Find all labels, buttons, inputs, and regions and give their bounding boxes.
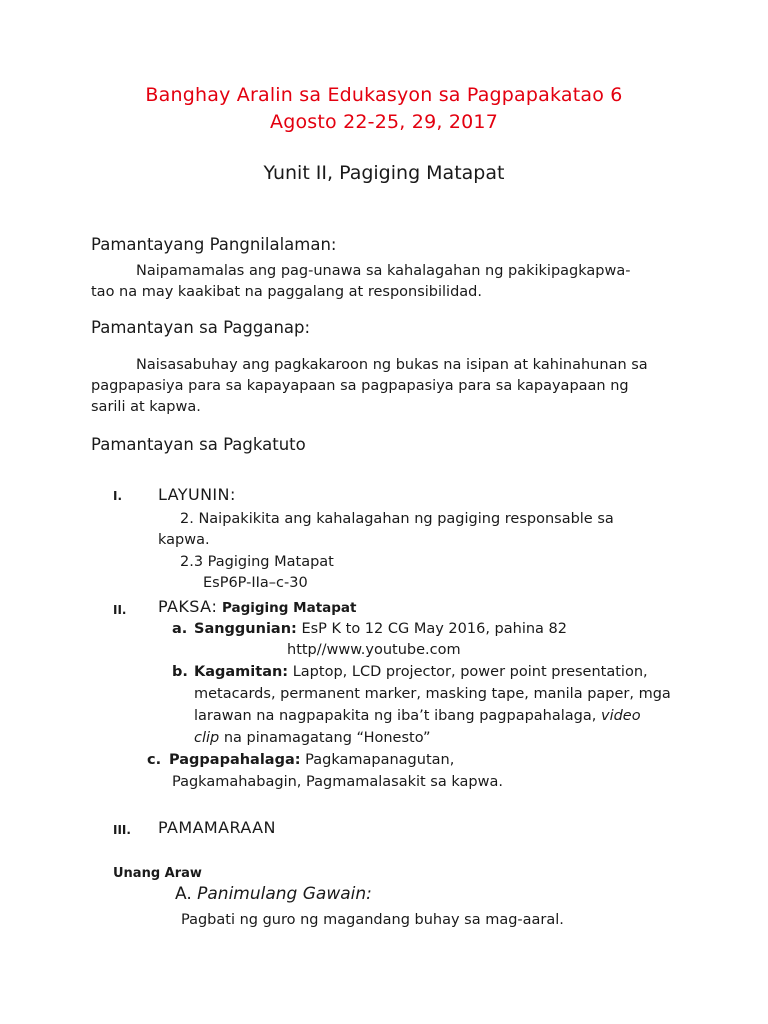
- unit-title: Yunit II, Pagiging Matapat: [263, 162, 505, 184]
- performance-standard-label: Pamantayan sa Pagganap: [91, 318, 305, 337]
- colon: :: [330, 235, 337, 254]
- materials-text-line4-main: na pinamagatang “Honesto”: [223, 730, 431, 746]
- objective-line2: kapwa.: [158, 532, 210, 548]
- materials-text-line3: [194, 708, 641, 724]
- objective-code: EsP6P-IIa–c-30: [203, 575, 308, 591]
- colon: :: [211, 597, 217, 616]
- procedure-heading: PAMAMARAAN: [158, 818, 276, 837]
- materials-italic-clip: clip: [194, 730, 220, 746]
- objective-subitem: 2.3 Pagiging Matapat: [180, 554, 334, 570]
- item-letter: b.: [172, 664, 188, 680]
- colon: :: [304, 318, 311, 337]
- day-label: Unang Araw: [113, 866, 202, 881]
- reference-url: http//www.youtube.com: [287, 642, 461, 658]
- subject-item-a: [172, 621, 567, 637]
- content-standard-text-line2: tao na may kaakibat na paggalang at responsibilidad.: [91, 284, 482, 300]
- reference-label: Sanggunian:: [194, 621, 297, 637]
- colon: :: [229, 485, 236, 504]
- performance-standard-text-line3: sarili at kapwa.: [91, 399, 201, 415]
- materials-text-line4: [194, 730, 431, 746]
- subject-heading: [158, 597, 357, 616]
- subject-item-b: [172, 664, 648, 680]
- document-dates: Agosto 22-25, 29, 2017: [270, 111, 498, 133]
- item-letter: a.: [172, 621, 188, 637]
- subject-topic: Pagiging Matapat: [221, 600, 357, 616]
- values-label: Pagpapahalaga:: [169, 752, 301, 768]
- content-standard-heading: [91, 235, 336, 254]
- roman-numeral-ii: II.: [113, 603, 127, 617]
- objective-line1: 2. Naipakikita ang kahalagahan ng pagiging responsable sa: [180, 511, 614, 527]
- document-title: Banghay Aralin sa Edukasyon sa Pagpapakatao 6: [145, 84, 623, 106]
- performance-standard-text-line1: Naisasabuhay ang pagkakaroon ng bukas na isipan at kahinahunan sa: [136, 357, 648, 373]
- item-letter: c.: [147, 752, 162, 768]
- roman-numeral-i: I.: [113, 489, 123, 503]
- objectives-label: LAYUNIN: [158, 485, 230, 504]
- materials-text-line3-main: larawan na nagpapakita ng iba’t ibang pagpapahalaga,: [194, 708, 597, 724]
- materials-label: Kagamitan:: [194, 664, 289, 680]
- preliminary-activity-text: Pagbati ng guro ng magandang buhay sa mag-aaral.: [181, 912, 564, 928]
- materials-italic-video: video: [600, 708, 641, 724]
- materials-text-line2: metacards, permanent marker, masking tape, manila paper, mga: [194, 686, 671, 702]
- content-standard-text-line1: Naipamamalas ang pag-unawa sa kahalagahan ng pakikipagkapwa-: [136, 263, 631, 279]
- reference-text: EsP K to 12 CG May 2016, pahina 82: [301, 621, 567, 637]
- performance-standard-text-line2: pagpapasiya para sa kapayapaan sa pagpapasiya para sa kapayapaan ng: [91, 378, 629, 394]
- learning-standard-heading: Pamantayan sa Pagkatuto: [91, 435, 306, 454]
- subject-item-c: [147, 752, 454, 768]
- preliminary-activity-heading: [175, 884, 372, 904]
- subject-label: PAKSA: [158, 597, 212, 616]
- values-text-line1: Pagkamapanagutan,: [305, 752, 455, 768]
- materials-text-line1: Laptop, LCD projector, power point presentation,: [292, 664, 648, 680]
- values-text-line2: Pagkamahabagin, Pagmamalasakit sa kapwa.: [172, 774, 503, 790]
- content-standard-label: Pamantayang Pangnilalaman: [91, 235, 331, 254]
- objectives-heading: [158, 485, 236, 504]
- section-letter: A.: [175, 884, 192, 904]
- performance-standard-heading: [91, 318, 310, 337]
- roman-numeral-iii: III.: [113, 823, 131, 837]
- preliminary-activity-label: Panimulang Gawain:: [197, 884, 372, 904]
